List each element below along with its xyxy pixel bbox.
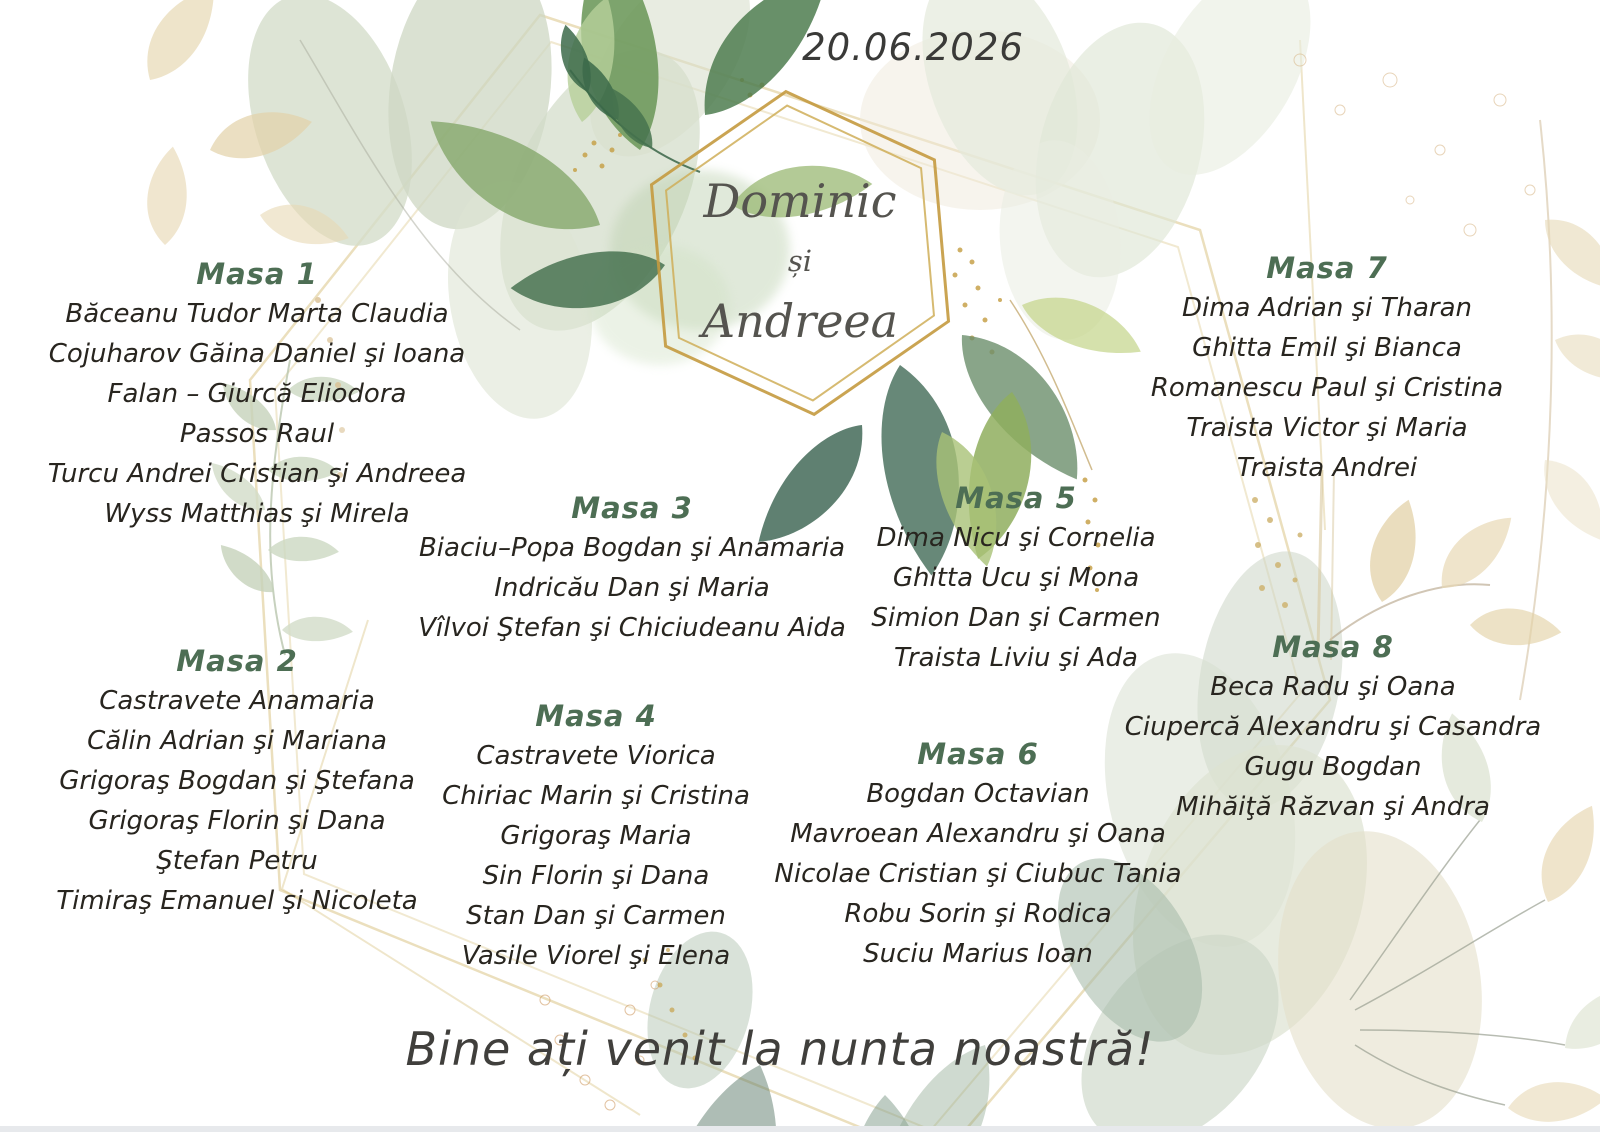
guest-name: Stan Dan şi Carmen [466,901,726,931]
table-1-block [48,254,467,534]
table-5-label: Masa 5 [955,481,1077,515]
guest-name: Falan – Giurcă Eliodora [107,379,407,409]
guest-name: Călin Adrian şi Mariana [87,726,387,756]
table-4-label: Masa 4 [535,699,657,733]
guest-name: Mihăiţă Răzvan şi Andra [1176,792,1490,822]
guest-name: Sin Florin şi Dana [482,861,710,891]
table-6-label: Masa 6 [917,737,1039,771]
guest-name: Passos Raul [179,419,335,449]
guest-name: Robu Sorin şi Rodica [844,899,1112,929]
guest-name: Vîlvoi Ştefan şi Chiciudeanu Aida [418,613,846,643]
table-6-block [774,734,1181,974]
table-3-block [418,488,846,648]
guest-name: Beca Radu şi Oana [1210,672,1456,702]
guest-name: Wyss Matthias şi Mirela [104,499,410,529]
table-8-label: Masa 8 [1272,630,1394,664]
guest-name: Vasile Viorel şi Elena [461,941,731,971]
guest-name: Nicolae Cristian şi Ciubuc Tania [774,859,1182,889]
guest-name: Cojuharov Găina Daniel şi Ioana [48,339,466,369]
guest-name: Ghitta Emil şi Bianca [1192,333,1462,363]
guest-name: Indricău Dan şi Maria [494,573,770,603]
guest-name: Ştefan Petru [156,846,318,876]
bride-name: Andreea [701,294,899,348]
guest-name: Suciu Marius Ioan [863,939,1093,969]
guest-name: Traista Andrei [1236,453,1418,483]
guest-name: Biaciu–Popa Bogdan şi Anamaria [418,533,846,563]
table-5-block [871,478,1160,678]
guest-name: Ghitta Ucu şi Mona [892,563,1140,593]
couple-conjunction: și [787,244,813,278]
guest-name: Turcu Andrei Cristian şi Andreea [47,459,467,489]
table-2-block [56,641,417,921]
guest-name: Traista Liviu şi Ada [894,643,1138,673]
guest-name: Grigoraş Maria [500,821,692,851]
guest-name: Grigoraş Florin şi Dana [88,806,386,836]
guest-name: Romanescu Paul şi Cristina [1150,373,1504,403]
welcome-message: Bine ați venit la nunta noastră! [405,1022,1155,1076]
guest-name: Gugu Bogdan [1244,752,1422,782]
table-7-block [1151,248,1503,488]
guest-name: Băceanu Tudor Marta Claudia [65,299,449,329]
guest-name: Bogdan Octavian [866,779,1090,809]
guest-name: Mavroean Alexandru şi Oana [790,819,1166,849]
table-3-label: Masa 3 [571,491,693,525]
guest-name: Ciupercă Alexandru şi Casandra [1124,712,1542,742]
guest-name: Grigoraş Bogdan şi Ştefana [59,766,415,796]
guest-name: Traista Victor şi Maria [1186,413,1468,443]
guest-name: Chiriac Marin şi Cristina [442,781,750,811]
guest-name: Timiraş Emanuel şi Nicoleta [56,886,418,916]
wedding-date: 20.06.2026 [802,26,1024,69]
guest-name: Simion Dan şi Carmen [871,603,1161,633]
table-2-label: Masa 2 [176,644,298,678]
groom-name: Dominic [703,174,897,228]
table-7-label: Masa 7 [1266,251,1388,285]
guest-name: Dima Nicu şi Cornelia [876,523,1156,553]
table-4-block [442,696,750,976]
table-8-block [1125,627,1541,827]
guest-name: Dima Adrian şi Tharan [1181,293,1473,323]
table-1-label: Masa 1 [196,257,318,291]
guest-name: Castravete Viorica [476,741,716,771]
guest-name: Castravete Anamaria [99,686,375,716]
couple-names-block [702,170,898,352]
